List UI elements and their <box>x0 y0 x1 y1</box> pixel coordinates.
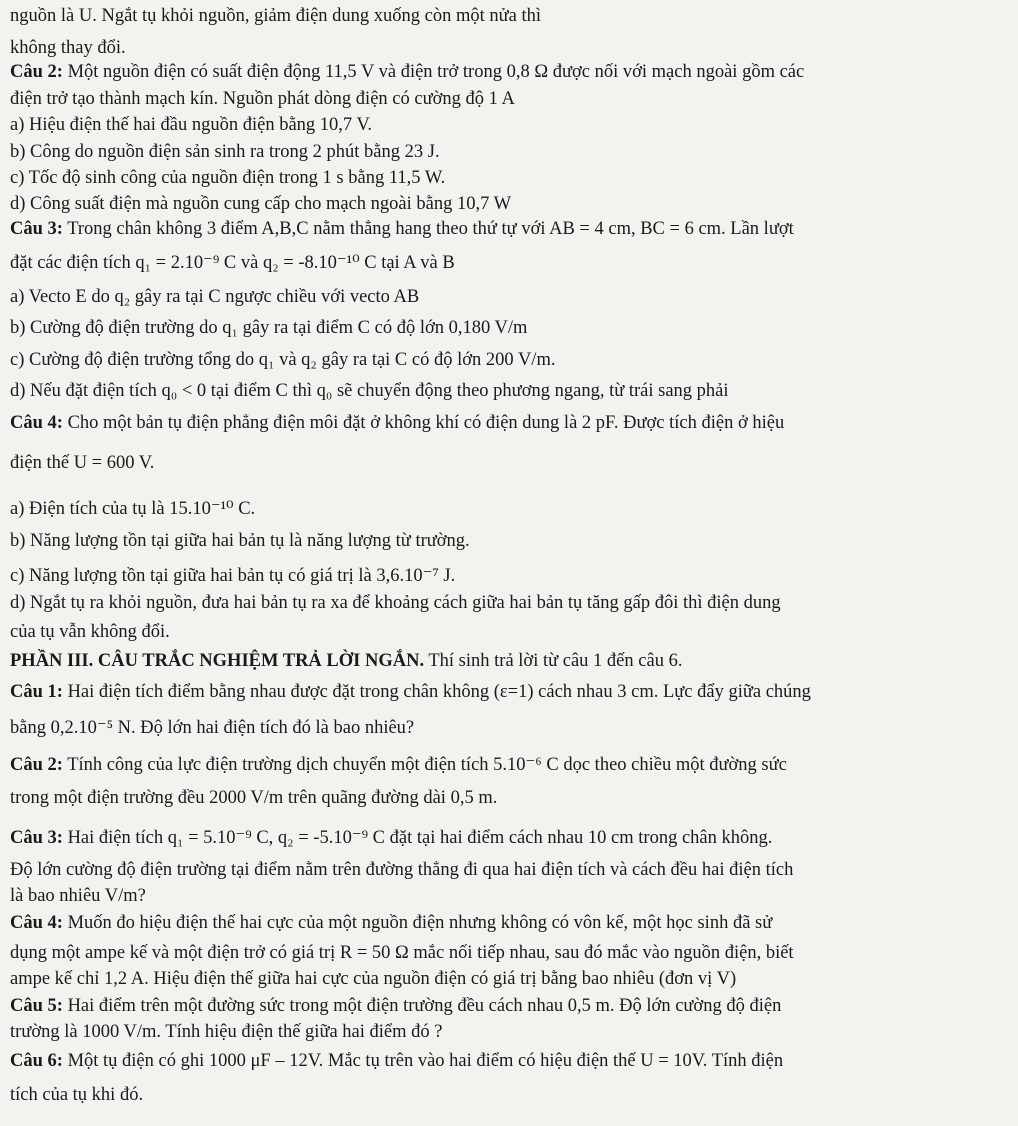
text-line: Độ lớn cường độ điện trường tại điểm nằm trên đường thẳng đi qua hai điện tích và cách đều hai điện tích <box>10 860 794 880</box>
question-line: Câu 6: Một tụ điện có ghi 1000 μF – 12V. Mắc tụ trên vào hai điểm có hiệu điện thế U = 10V. Tính điện <box>10 1051 784 1071</box>
option-line: b) Cường độ điện trường do q₁ gây ra tại điểm C có độ lớn 0,180 V/m <box>10 318 528 338</box>
text-line: điện trở tạo thành mạch kín. Nguồn phát dòng điện có cường độ 1 A <box>10 89 515 109</box>
text-line: nguồn là U. Ngắt tụ khỏi nguồn, giảm điện dung xuống còn một nửa thì <box>10 6 542 26</box>
option-line: a) Điện tích của tụ là 15.10⁻¹⁰ C. <box>10 499 256 519</box>
question-line: Câu 1: Hai điện tích điểm bằng nhau được đặt trong chân không (ε=1) cách nhau 3 cm. Lực đẩy giữa chúng <box>10 682 811 702</box>
option-line: d) Nếu đặt điện tích q₀ < 0 tại điểm C thì q₀ sẽ chuyển động theo phương ngang, từ trái sang phải <box>10 381 729 401</box>
option-line: b) Công do nguồn điện sản sinh ra trong 2 phút bằng 23 J. <box>10 142 440 162</box>
text-line: điện thế U = 600 V. <box>10 453 155 473</box>
question-line: Câu 5: Hai điểm trên một đường sức trong một điện trường đều cách nhau 0,5 m. Độ lớn cường độ điện <box>10 996 782 1016</box>
option-line: c) Năng lượng tồn tại giữa hai bản tụ có giá trị là 3,6.10⁻⁷ J. <box>10 566 456 586</box>
question-line: Câu 4: Muốn đo hiệu điện thế hai cực của một nguồn điện nhưng không có vôn kế, một học sinh đã sử <box>10 913 773 933</box>
question-line: Câu 2: Một nguồn điện có suất điện động 11,5 V và điện trở trong 0,8 Ω được nối với mạch ngoài gồm các <box>10 62 805 82</box>
text-line: không thay đổi. <box>10 38 126 58</box>
option-line: b) Năng lượng tồn tại giữa hai bản tụ là năng lượng từ trường. <box>10 531 470 551</box>
text-line: của tụ vẫn không đổi. <box>10 622 170 642</box>
question-line: Câu 3: Hai điện tích q₁ = 5.10⁻⁹ C, q₂ = -5.10⁻⁹ C đặt tại hai điểm cách nhau 10 cm trong chân không. <box>10 828 773 848</box>
section-heading: PHẦN III. CÂU TRẮC NGHIỆM TRẢ LỜI NGẮN. Thí sinh trả lời từ câu 1 đến câu 6. <box>10 651 683 671</box>
option-line: d) Ngắt tụ ra khỏi nguồn, đưa hai bản tụ ra xa để khoảng cách giữa hai bản tụ tăng gấp đôi thì điện dung <box>10 593 781 613</box>
option-line: a) Vecto E do q₂ gây ra tại C ngược chiều với vecto AB <box>10 287 420 307</box>
option-line: c) Cường độ điện trường tổng do q₁ và q₂ gây ra tại C có độ lớn 200 V/m. <box>10 350 556 370</box>
question-line: Câu 4: Cho một bản tụ điện phẳng điện môi đặt ở không khí có điện dung là 2 pF. Được tích điện ở hiệu <box>10 413 785 433</box>
option-line: c) Tốc độ sinh công của nguồn điện trong 1 s bằng 11,5 W. <box>10 168 446 188</box>
text-line: ampe kế chỉ 1,2 A. Hiệu điện thế giữa hai cực của nguồn điện có giá trị bằng bao nhiêu (đơn vị V) <box>10 969 737 989</box>
text-line: dụng một ampe kế và một điện trở có giá trị R = 50 Ω mắc nối tiếp nhau, sau đó mắc vào nguồn điện, biết <box>10 943 794 963</box>
text-line: đặt các điện tích q₁ = 2.10⁻⁹ C và q₂ = -8.10⁻¹⁰ C tại A và B <box>10 253 455 273</box>
question-line: Câu 3: Trong chân không 3 điểm A,B,C nằm thẳng hang theo thứ tự với AB = 4 cm, BC = 6 cm. Lần lượt <box>10 219 794 239</box>
text-line: tích của tụ khi đó. <box>10 1085 144 1105</box>
text-line: trường là 1000 V/m. Tính hiệu điện thế giữa hai điểm đó ? <box>10 1022 443 1042</box>
text-line: trong một điện trường đều 2000 V/m trên quãng đường dài 0,5 m. <box>10 788 498 808</box>
option-line: a) Hiệu điện thế hai đầu nguồn điện bằng 10,7 V. <box>10 115 373 135</box>
text-line: bằng 0,2.10⁻⁵ N. Độ lớn hai điện tích đó là bao nhiêu? <box>10 718 415 738</box>
text-line: là bao nhiêu V/m? <box>10 886 146 906</box>
option-line: d) Công suất điện mà nguồn cung cấp cho mạch ngoài bằng 10,7 W <box>10 194 512 214</box>
question-line: Câu 2: Tính công của lực điện trường dịch chuyển một điện tích 5.10⁻⁶ C dọc theo chiều một đường sức <box>10 755 787 775</box>
